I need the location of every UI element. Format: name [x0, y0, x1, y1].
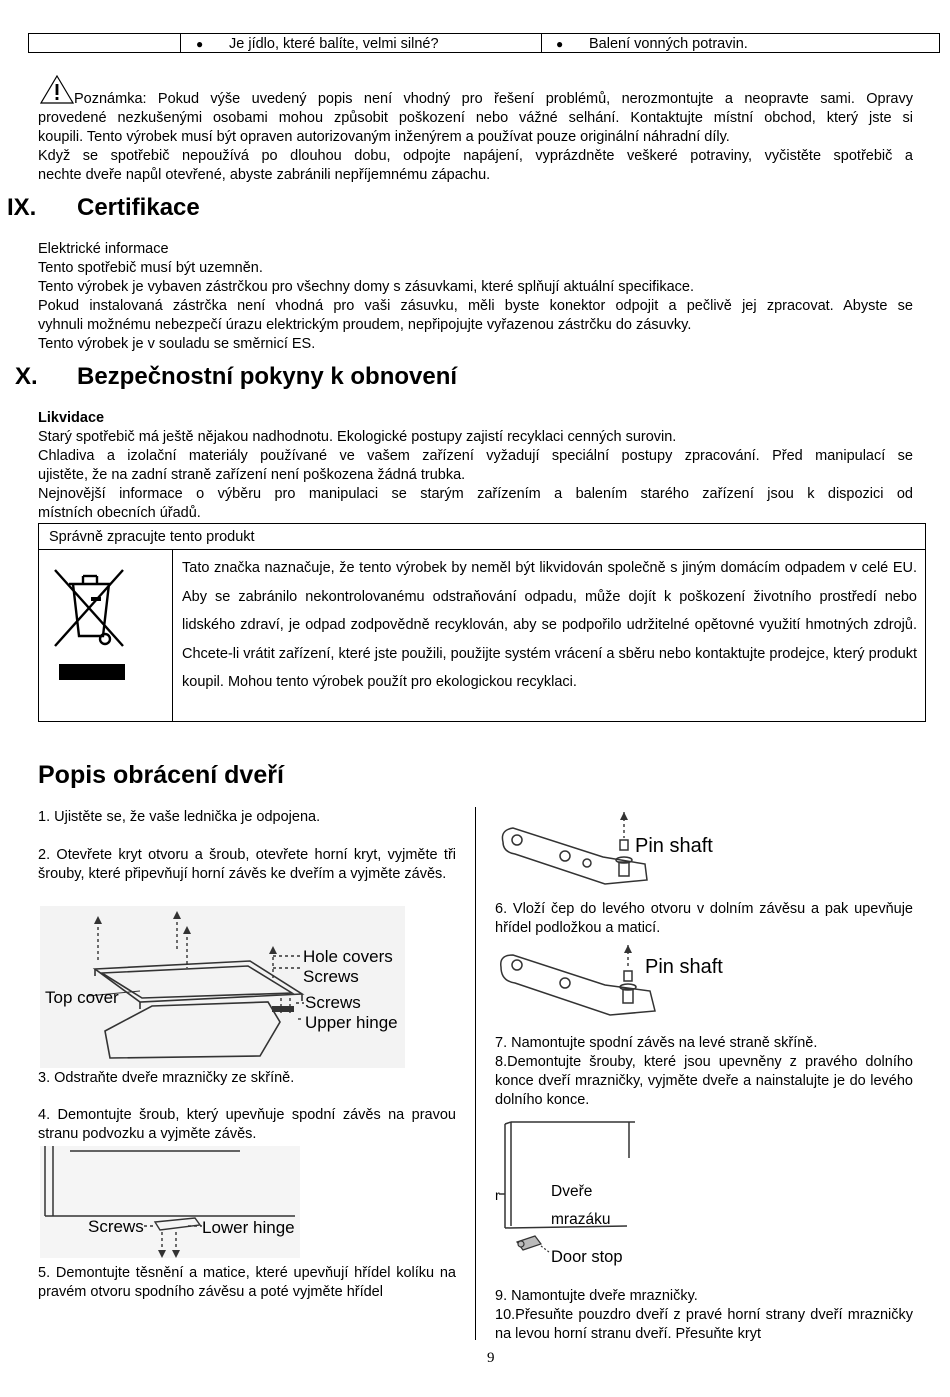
door-label-line2: mrazáku	[551, 1211, 611, 1228]
disposal-line: místních obecních úřadů.	[38, 505, 201, 521]
section-number: IX.	[7, 194, 37, 221]
disposal-line: ujistěte, že na zadní straně zařízení není poškozena žádná trubka.	[38, 467, 466, 483]
disposal-line: Nejnovější informace o výběru pro manipulaci se starým zařízením a balením starého zařízení jsou k dispozici od	[38, 486, 913, 502]
step-text: 2. Otevřete kryt otvoru a šroub, otevřete horní kryt, vyjměte tři šrouby, které připevňují horní závěs ke dveřím a vyjměte závěs.	[38, 847, 456, 882]
subheading: Likvidace	[38, 410, 105, 426]
cert-line: Tento výrobek je vybaven zástrčkou pro všechny domy s zásuvkami, které splňují aktuální specifikace.	[38, 279, 695, 295]
table-cell-text: Balení vonných potravin.	[589, 36, 748, 52]
note-line: koupili. Tento výrobek musí být opraven autorizovaným inženýrem a používat pouze originální náhradní díly.	[38, 129, 730, 145]
step-text: 1. Ujistěte se, že vaše lednička je odpojena.	[38, 809, 321, 825]
weee-paragraph: Tato značka naznačuje, že tento výrobek by neměl být likvidován společně s jiným domácím odpadem v celé EU. Aby se zabránilo nekontrolovanému odstraňování odpadu, může dojít k poškození životního prostředí nebo lidského zdraví, je odpad zodpovědně recyklován, aby se podpořilo udržitelné opětovné využití hmotných zdrojů. Chcete-li vrátit zařízení, které jste použili, použijte systém vrácení a sběru nebo kontaktujte prodejce, který produkt koupil. Mohou tento výrobek použít pro ekologickou recyklaci.	[182, 560, 917, 691]
note-line: Poznámka: Pokud výše uvedený popis není vhodný pro řešení problémů, nerozmontujte a neopravte sami. Opravy	[74, 91, 913, 107]
top-cover-diagram	[40, 906, 405, 1068]
symptom-table-row	[28, 33, 940, 53]
disposal-text	[38, 409, 913, 523]
cert-line: Elektrické informace	[38, 241, 169, 257]
freezer-door-diagram	[495, 1118, 640, 1270]
disposal-line: Starý spotřebič má ještě nějakou nadhodnotu. Ekologické postupy zajistí recyklaci cenných surovin.	[38, 429, 677, 445]
step-text: 3. Odstraňte dveře mrazničky ze skříně.	[38, 1070, 295, 1086]
bullet: ●	[196, 37, 204, 51]
table-divider	[180, 34, 181, 52]
column-divider	[475, 807, 476, 1340]
bullet: ●	[556, 37, 564, 51]
note-line: Když se spotřebič nepoužívá po dlouhou dobu, odpojte napájení, vyprázdněte veškeré potraviny, vyčistěte spotřebič a	[38, 148, 913, 164]
lower-hinge-diagram	[40, 1146, 300, 1258]
table-cell-text: Je jídlo, které balíte, velmi silné?	[229, 36, 439, 52]
weee-divider	[172, 550, 173, 721]
section-title: Popis obrácení dveří	[38, 761, 284, 789]
note-line: nechte dveře napůl otevřené, abyste zabránili nepříjemnému zápachu.	[38, 167, 491, 183]
step-text: 9. Namontujte dveře mrazničky.	[495, 1288, 698, 1304]
step-text: 5. Demontujte těsnění a matice, které upevňují hřídel kolíku na pravém otvoru spodního závěsu a poté vyjměte hřídel	[38, 1265, 456, 1300]
pin-shaft-label: Pin shaft	[645, 956, 723, 978]
certification-text	[38, 240, 913, 354]
pin-shaft-label: Pin shaft	[635, 835, 713, 857]
lower-hinge-label: Lower hinge	[202, 1218, 295, 1237]
r-label: r	[495, 1187, 500, 1203]
step-text: 10.Přesuňte pouzdro dveří z pravé horní strany dveří mrazničky na levou horní stranu dveří. Přesuňte kryt	[495, 1307, 913, 1342]
section-title: Bezpečnostní pokyny k obnovení	[77, 363, 458, 390]
disposal-line: Chladiva a izolační materiály používané ve vašem zařízení vyžadují speciální postupy zpracování. Před manipulací se	[38, 448, 913, 464]
cert-line: Pokud instalovaná zástrčka není vhodná pro vaši zásuvku, měli byste konektor odpojit a pečlivě jej zpracovat. Abyste se	[38, 298, 913, 314]
hole-covers-label: Hole covers	[303, 947, 393, 966]
weee-box-header	[39, 524, 925, 550]
section-number: X.	[15, 363, 38, 390]
step-text: 8.Demontujte šrouby, které jsou upevněny z pravého dolního konce dveří mrazničky, vyjměte dveře a nainstalujte je do levého dolního konce.	[495, 1054, 913, 1108]
upper-hinge-label: Upper hinge	[305, 1013, 398, 1032]
pin-shaft-diagram	[495, 812, 717, 900]
step-text: 6. Vloží čep do levého otvoru v dolním závěsu a pak upevňuje hřídel podložkou a maticí.	[495, 901, 913, 936]
table-divider	[541, 34, 542, 52]
door-label-line1: Dveře	[551, 1183, 593, 1200]
screws-label: Screws	[305, 993, 361, 1012]
screws-label: Screws	[303, 967, 359, 986]
page-number: 9	[487, 1350, 495, 1366]
top-cover-label: Top cover	[45, 988, 119, 1007]
section-title: Certifikace	[77, 194, 200, 221]
cert-line: Tento výrobek je v souladu se směrnicí ES.	[38, 336, 316, 352]
cert-line: Tento spotřebič musí být uzemněn.	[38, 260, 263, 276]
cert-line: vyhnuli možnému nebezpečí úrazu elektrickým proudem, nepřipojujte vyřazenou zástrčku do zásuvky.	[38, 317, 692, 333]
note-paragraph	[38, 90, 913, 185]
weee-box	[38, 523, 926, 722]
step-text: 7. Namontujte spodní závěs na levé straně skříně.	[495, 1035, 818, 1051]
note-line: provedené nezkušenými osobami mohou způsobit poškození nebo vážné selhání. Kontaktujte místní obchod, který jste si	[38, 110, 913, 126]
weee-header-text: Správně zpracujte tento produkt	[49, 529, 255, 545]
door-stop-label: Door stop	[551, 1248, 623, 1266]
screws-label: Screws	[88, 1217, 144, 1236]
pin-shaft-diagram-2	[495, 945, 740, 1030]
crossed-out-wheelie-bin-icon	[51, 562, 129, 682]
step-text: 4. Demontujte šroub, který upevňuje spodní závěs na pravou stranu podvozku a vyjměte závěs.	[38, 1107, 456, 1142]
